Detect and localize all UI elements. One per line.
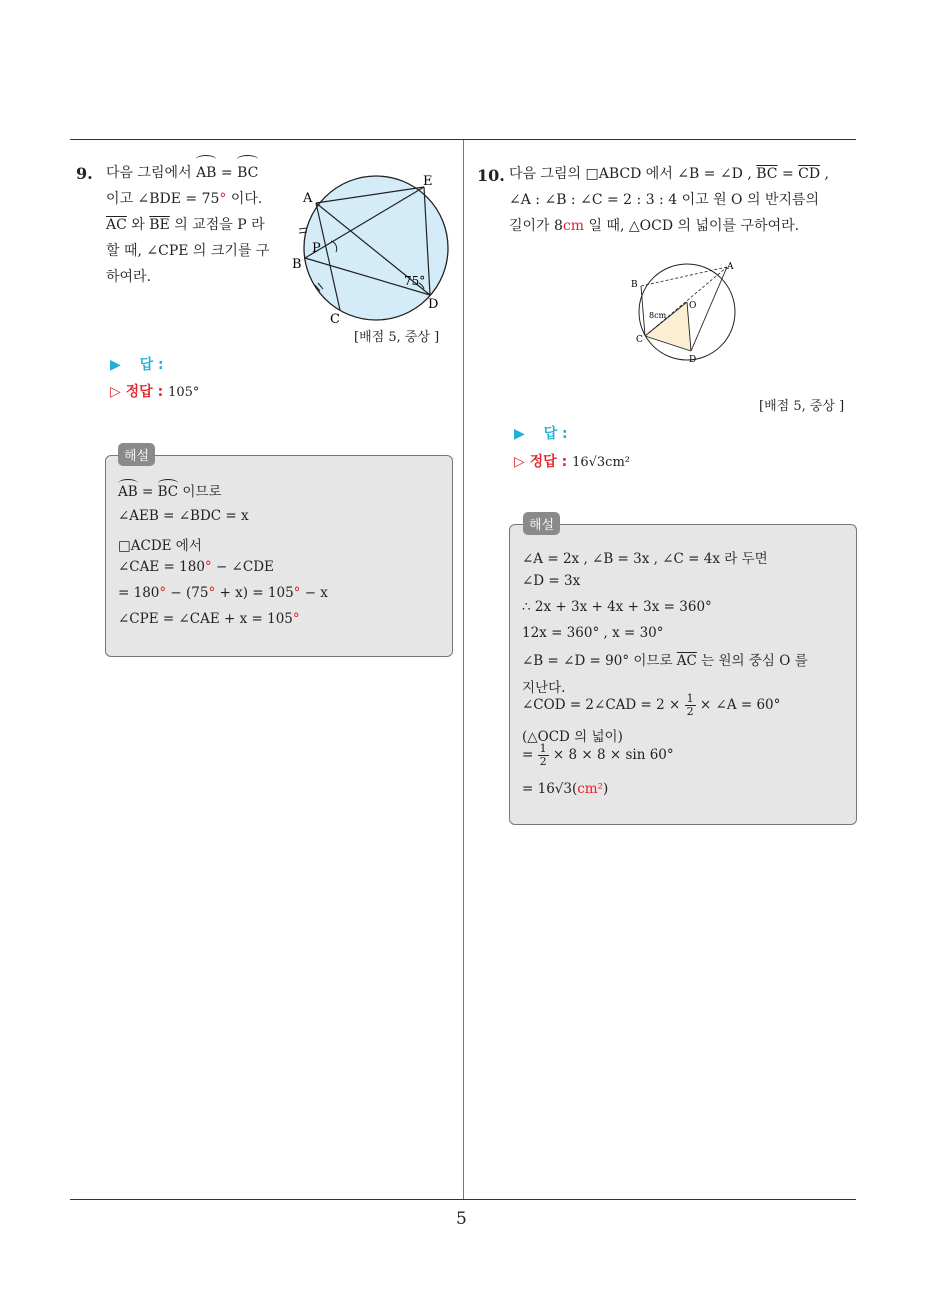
column-divider — [463, 140, 464, 1200]
correct-triangle-icon: ▷ — [110, 384, 121, 400]
q10-label-b: B — [631, 280, 638, 290]
q10-explain-tag: 해설 — [523, 512, 560, 535]
q9-label-c: C — [330, 312, 340, 327]
q9-explain-tag: 해설 — [118, 443, 155, 466]
q9-correct: ▷ 정답 : 105° — [110, 384, 200, 400]
bottom-rule — [70, 1199, 856, 1200]
q9-score: [배점 5, 중상 ] — [354, 330, 440, 345]
q10-correct: ▷ 정답 : 16√3cm² — [514, 454, 630, 470]
q10-label-a: A — [727, 262, 734, 272]
q10-text: 다음 그림의 □ABCD 에서 ∠B = ∠D , $\overline{BC} = \overline{CD}$ , ∠A : ∠B : ∠C = 2 : 3 : 4 이고 원 O 의 반지름의 길이가 8cm 일 때, △OCD 의 넓이를 구하여라. — [509, 166, 829, 234]
q9-label-b: B — [292, 257, 302, 272]
q9-text: 다음 그림에서 AB = BC 이고 ∠BDE = 75° 이다. $\overline{AC}$ 와 $\overline{BE}$ 의 교점을 P 라 할 때, ∠CPE 의 크기를 구 하여라. — [106, 160, 286, 290]
q10-label-d: D — [689, 355, 697, 365]
q9-explain-box: AB = BC 이므로 ∠AEB = ∠BDC = x □ACDE 에서 ∠CAE = 180° − ∠CDE = 180° − (75° + x) = 105° − x ∠CPE = ∠CAE + x = 105° — [105, 455, 453, 657]
q9-label-e: E — [423, 174, 433, 189]
q9-label-75: 75° — [404, 274, 426, 288]
page-number: 5 — [456, 1209, 467, 1229]
q10-answer: ▶ 답 : — [514, 426, 568, 442]
q9-label-a: A — [303, 191, 313, 206]
answer-arrow-icon: ▶ — [514, 426, 525, 442]
q9-number: 9. — [76, 164, 93, 183]
q10-figure — [625, 250, 745, 370]
q9-label-p: P — [312, 241, 321, 256]
q10-label-8cm: 8cm — [649, 311, 667, 320]
q9-figure — [290, 168, 460, 328]
q10-label-c: C — [636, 335, 643, 345]
answer-arrow-icon: ▶ — [110, 357, 121, 373]
q10-number: 10. — [477, 166, 505, 185]
q10-score: [배점 5, 중상 ] — [759, 399, 845, 414]
q9-label-d: D — [428, 297, 439, 312]
correct-triangle-icon: ▷ — [514, 454, 525, 470]
q9-answer: ▶ 답 : — [110, 357, 164, 373]
q10-explain-box: ∠A = 2x , ∠B = 3x , ∠C = 4x 라 두면 ∠D = 3x ∴ 2x + 3x + 4x + 3x = 360° 12x = 360° , x = 30° ∠B = ∠D = 90° 이므로 $\overline{AC}$ 는 원의 중심 O 를 지난다. ∠COD = 2∠CAD = 2 × $\frac{1}{2}$ × ∠A = 60° (△OCD 의 넓이) = $\frac{1}{2}$ × 8 × 8 × sin 60° = 16√3(cm²) — [509, 524, 857, 825]
q10-label-o: O — [689, 301, 697, 311]
